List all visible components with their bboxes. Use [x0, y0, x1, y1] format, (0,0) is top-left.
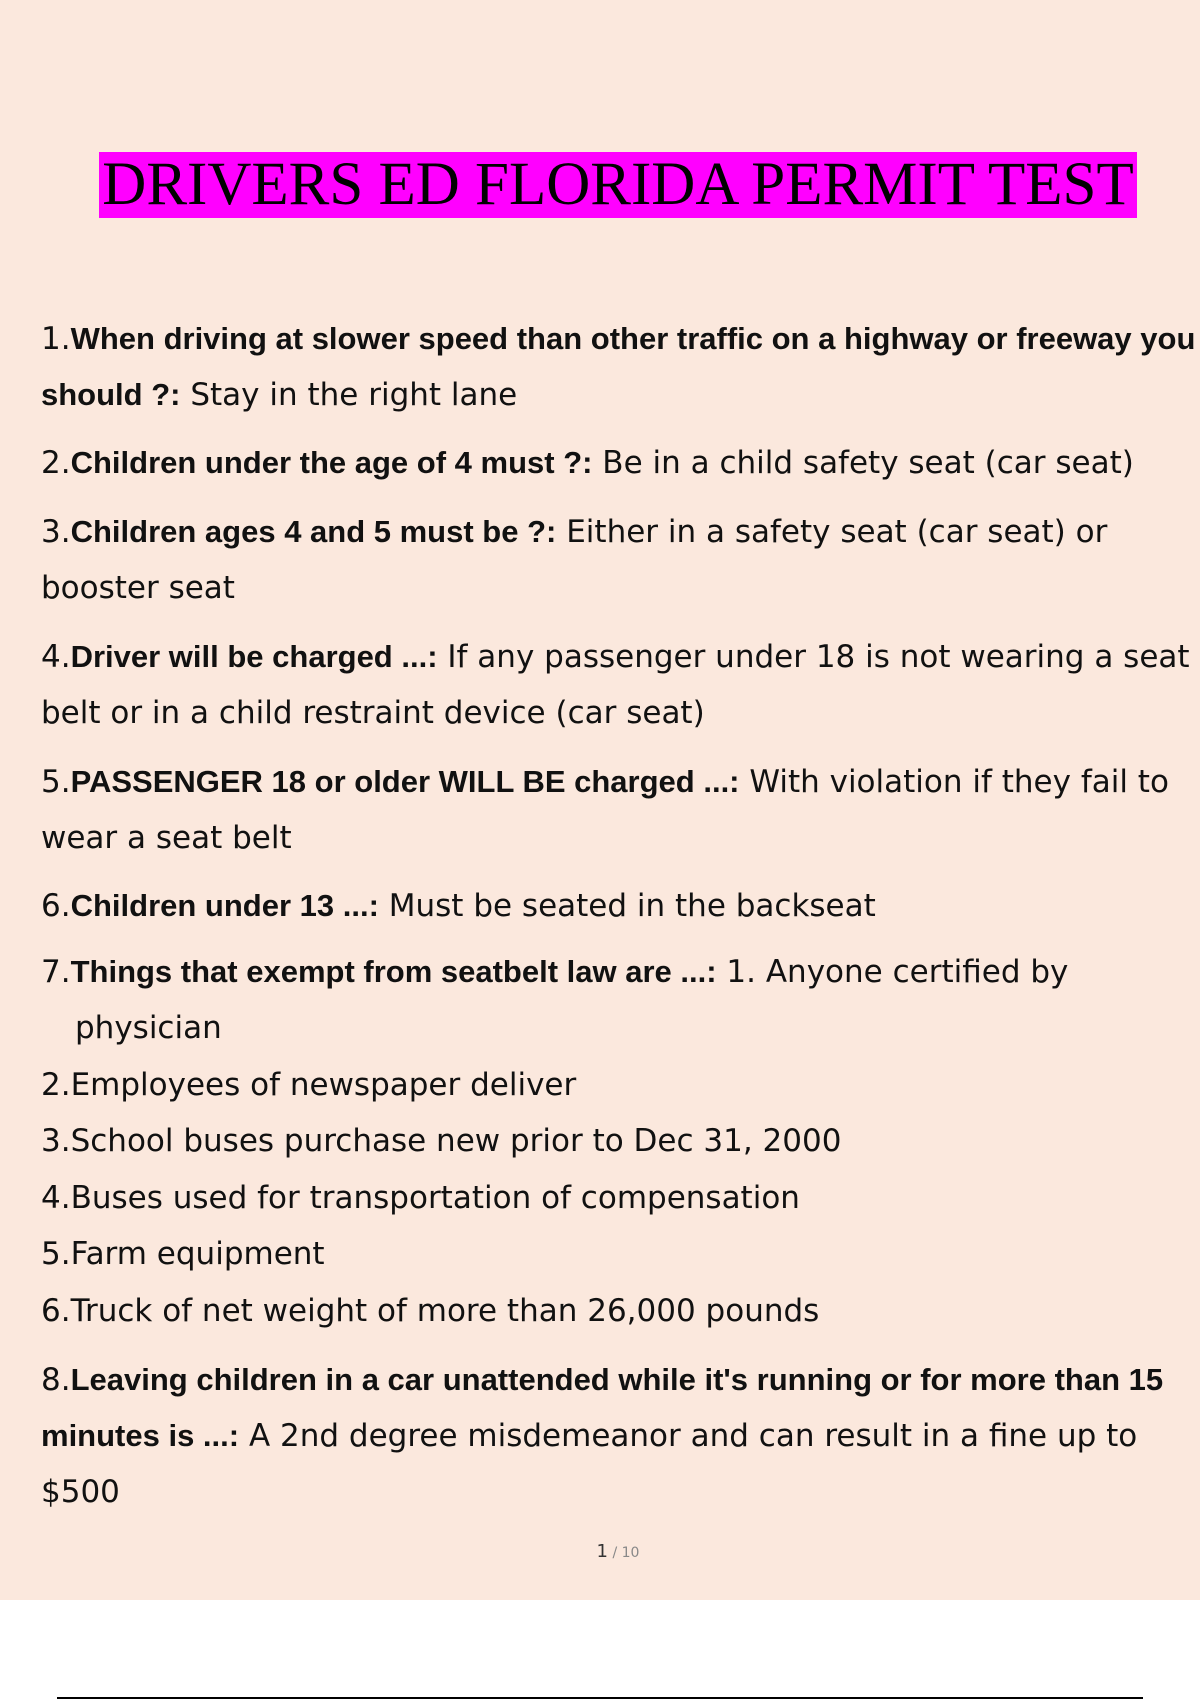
question-text: Children ages 4 and 5 must be ?:	[70, 514, 557, 549]
answer-text: Be in a child safety seat (car seat)	[592, 445, 1134, 481]
exemption-list-item	[41, 1226, 1200, 1282]
answer-text: A 2nd degree misdemeanor and can result in a fine up to $500	[41, 1418, 1138, 1510]
question-number: 5.	[41, 764, 71, 800]
question-2	[41, 435, 1200, 491]
question-number: 2.	[41, 445, 71, 481]
question-number: 7.	[41, 954, 71, 990]
question-number: 6.	[41, 888, 71, 924]
question-number: 3.	[41, 514, 71, 550]
answer-text: With violation if they fail to wear a seat belt	[41, 764, 1169, 856]
document-title: DRIVERS ED FLORIDA PERMIT TEST	[99, 152, 1136, 218]
question-7	[41, 944, 1155, 1056]
question-text: When driving at slower speed than other traffic on a highway or freeway you should ?:	[41, 321, 1196, 412]
list-number: 6.	[41, 1293, 71, 1329]
title-wrap	[0, 152, 1200, 218]
question-4	[41, 629, 1200, 741]
answer-text: Must be seated in the backseat	[378, 888, 876, 924]
answer-text: Stay in the right lane	[180, 377, 518, 413]
question-text: PASSENGER 18 or older WILL BE charged ...:	[70, 764, 740, 799]
answer-text: If any passenger under 18 is not wearing a seat belt or in a child restraint device (car seat)	[41, 639, 1190, 731]
list-number: 5.	[41, 1236, 71, 1272]
answer-text: 1. Anyone certified by physician	[75, 954, 1069, 1046]
list-number: 3.	[41, 1123, 71, 1159]
answer-text: Either in a safety seat (car seat) or booster seat	[41, 514, 1108, 606]
exemption-list-item	[41, 1057, 1200, 1113]
exemption-list-item	[41, 1113, 1200, 1169]
question-number: 4.	[41, 639, 71, 675]
question-8	[41, 1352, 1200, 1520]
question-text: Leaving children in a car unattended while it's running or for more than 15 minutes is ...:	[41, 1362, 1164, 1453]
page-indicator	[0, 1541, 1200, 1562]
question-1	[41, 311, 1200, 423]
list-number: 4.	[41, 1180, 71, 1216]
current-page: 1	[596, 1541, 608, 1562]
question-text: Children under 13 ...:	[70, 888, 379, 923]
question-5	[41, 754, 1200, 866]
divider	[57, 1697, 1143, 1699]
question-text: Children under the age of 4 must ?:	[70, 445, 593, 480]
list-text: Truck of net weight of more than 26,000 pounds	[70, 1293, 820, 1329]
question-3	[41, 504, 1200, 616]
exemption-list-item	[41, 1170, 1200, 1226]
list-text: School buses purchase new prior to Dec 31, 2000	[70, 1123, 842, 1159]
question-6	[41, 878, 1200, 934]
question-number: 1.	[41, 321, 71, 357]
question-text: Things that exempt from seatbelt law are ...:	[70, 954, 717, 989]
list-text: Employees of newspaper deliver	[70, 1067, 577, 1103]
question-number: 8.	[41, 1362, 71, 1398]
list-number: 2.	[41, 1067, 71, 1103]
list-text: Farm equipment	[70, 1236, 325, 1272]
total-pages: / 10	[608, 1545, 640, 1561]
exemption-list-item	[41, 1283, 1200, 1339]
question-text: Driver will be charged ...:	[70, 639, 438, 674]
list-text: Buses used for transportation of compensation	[70, 1180, 800, 1216]
